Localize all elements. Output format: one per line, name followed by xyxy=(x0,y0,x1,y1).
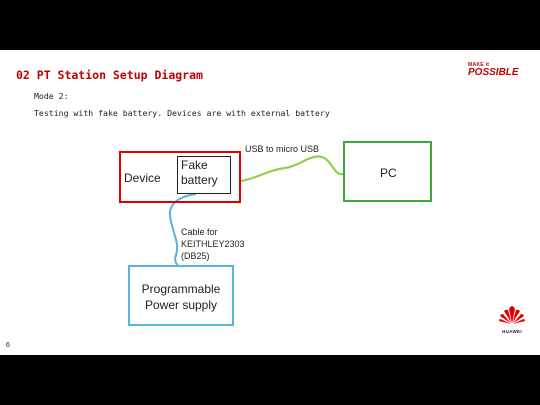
mode-description: Testing with fake battery. Devices are with external battery xyxy=(34,108,330,118)
cable-line3: (DB25) xyxy=(181,251,210,261)
connection-lines xyxy=(0,50,540,355)
slide-title: 02 PT Station Setup Diagram xyxy=(16,68,203,82)
power-supply-line2: Power supply xyxy=(144,298,218,312)
usb-link-label: USB to micro USB xyxy=(245,144,320,154)
huawei-flower-icon xyxy=(498,305,526,325)
mode-label: Mode 2: xyxy=(34,91,69,101)
cable-line1: Cable for xyxy=(181,227,218,237)
power-supply-label xyxy=(128,281,234,313)
power-supply-line1: Programmable xyxy=(141,282,221,296)
device-label: Device xyxy=(124,171,161,185)
huawei-logo-text: HUAWEI xyxy=(502,329,522,334)
logo-line1: MAKE it xyxy=(468,62,490,68)
fake-battery-label: Fake battery xyxy=(181,158,218,187)
page-number: 6 xyxy=(6,342,10,349)
pc-label: PC xyxy=(380,166,397,180)
huawei-logo xyxy=(497,305,527,334)
usb-cable-line xyxy=(241,157,343,181)
cable-line2: KEITHLEY2303 xyxy=(181,239,245,249)
logo-line2: POSSIBLE xyxy=(468,67,519,78)
cable-label xyxy=(181,226,245,262)
slide xyxy=(0,50,540,355)
